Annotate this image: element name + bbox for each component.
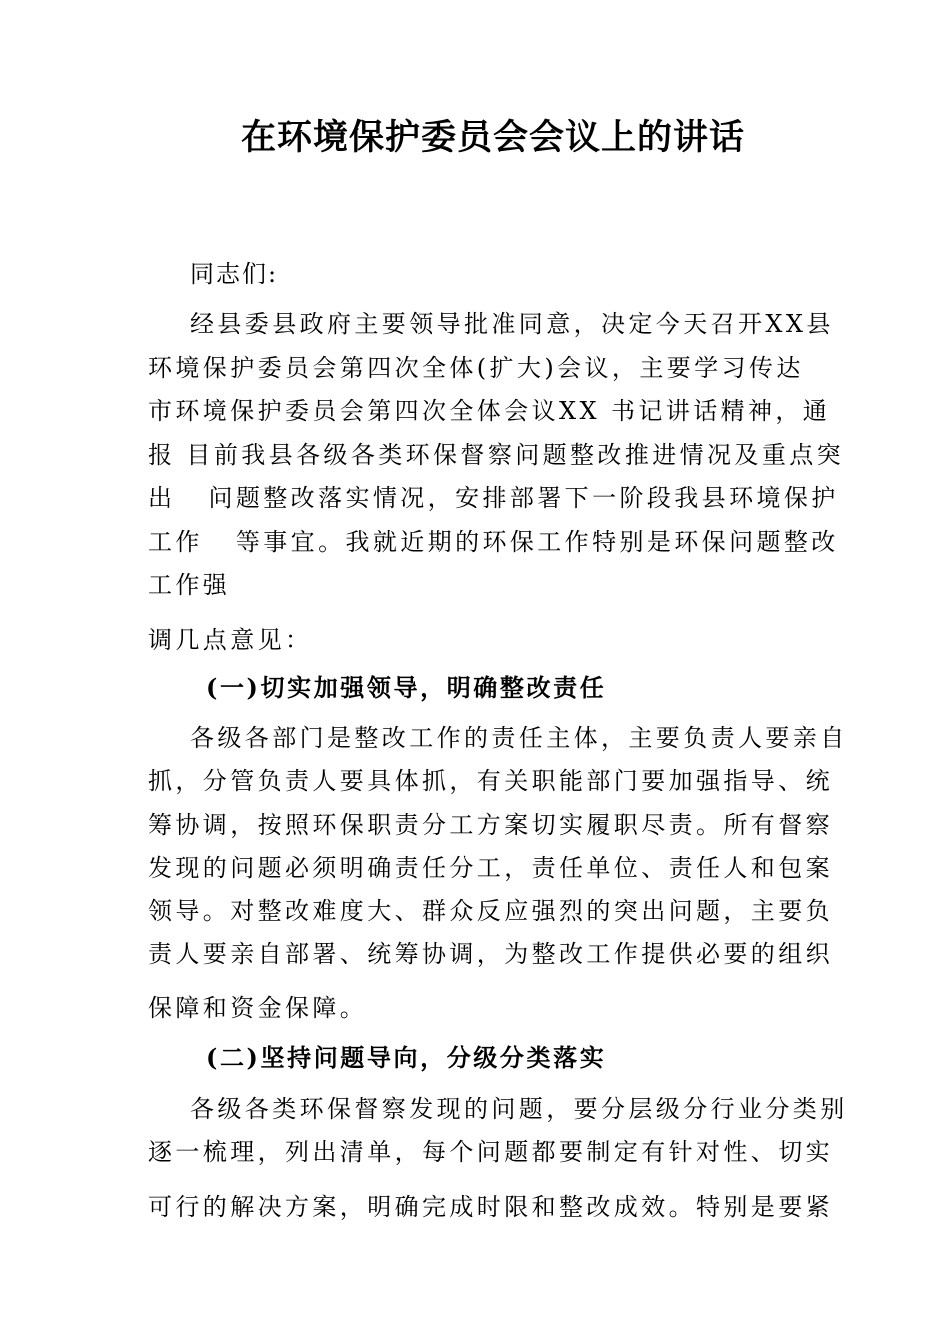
section1-line-6: 责人要亲自部署、统筹协调，为整改工作提供必要的组织 — [148, 940, 833, 968]
section2-line-2: 逐一梳理，列出清单，每个问题都要制定有针对性、切实 — [148, 1138, 833, 1166]
salutation: 同志们: — [190, 260, 279, 288]
section1-line-2: 抓，分管负责人要具体抓，有关职能部门要加强指导、统 — [148, 767, 833, 795]
intro-line-3: 市环境保护委员会第四次全体会议XX 书记讲话精神，通 — [148, 397, 831, 425]
section1-line-1: 各级各部门是整改工作的责任主体，主要负责人要亲自 — [190, 724, 848, 752]
intro-line-1: 经县委县政府主要领导批准同意，决定今天召开XX县 — [190, 310, 834, 338]
intro-line-7: 工作强 — [148, 571, 231, 599]
intro-line-2: 环境保护委员会第四次全体(扩大)会议，主要学习传达 — [148, 354, 804, 382]
section2-line-3: 可行的解决方案，明确完成时限和整改成效。特别是要紧 — [148, 1193, 833, 1221]
intro-line-8: 调几点意见： — [148, 626, 313, 654]
section2-line-1: 各级各类环保督察发现的问题，要分层级分行业分类别 — [190, 1095, 848, 1123]
intro-line-5: 出 问题整改落实情况，安排部署下一阶段我县环境保护 — [148, 484, 839, 512]
section-heading-1: (一)切实加强领导，明确整改责任 — [206, 673, 607, 702]
intro-line-4: 报 目前我县各级各类环保督察问题整改推进情况及重点突 — [148, 441, 845, 469]
section1-line-5: 领导。对整改难度大、群众反应强烈的突出问题，主要负 — [148, 897, 833, 925]
section1-line-7: 保障和资金保障。 — [148, 994, 368, 1022]
section1-line-4: 发现的问题必须明确责任分工，责任单位、责任人和包案 — [148, 854, 833, 882]
section1-line-3: 筹协调，按照环保职责分工方案切实履职尽责。所有督察 — [148, 811, 833, 839]
document-title: 在环境保护委员会会议上的讲话 — [240, 117, 745, 158]
intro-line-6: 工作 等事宜。我就近期的环保工作特别是环保问题整改 — [148, 528, 839, 556]
section-heading-2: (二)坚持问题导向，分级分类落实 — [206, 1043, 607, 1072]
